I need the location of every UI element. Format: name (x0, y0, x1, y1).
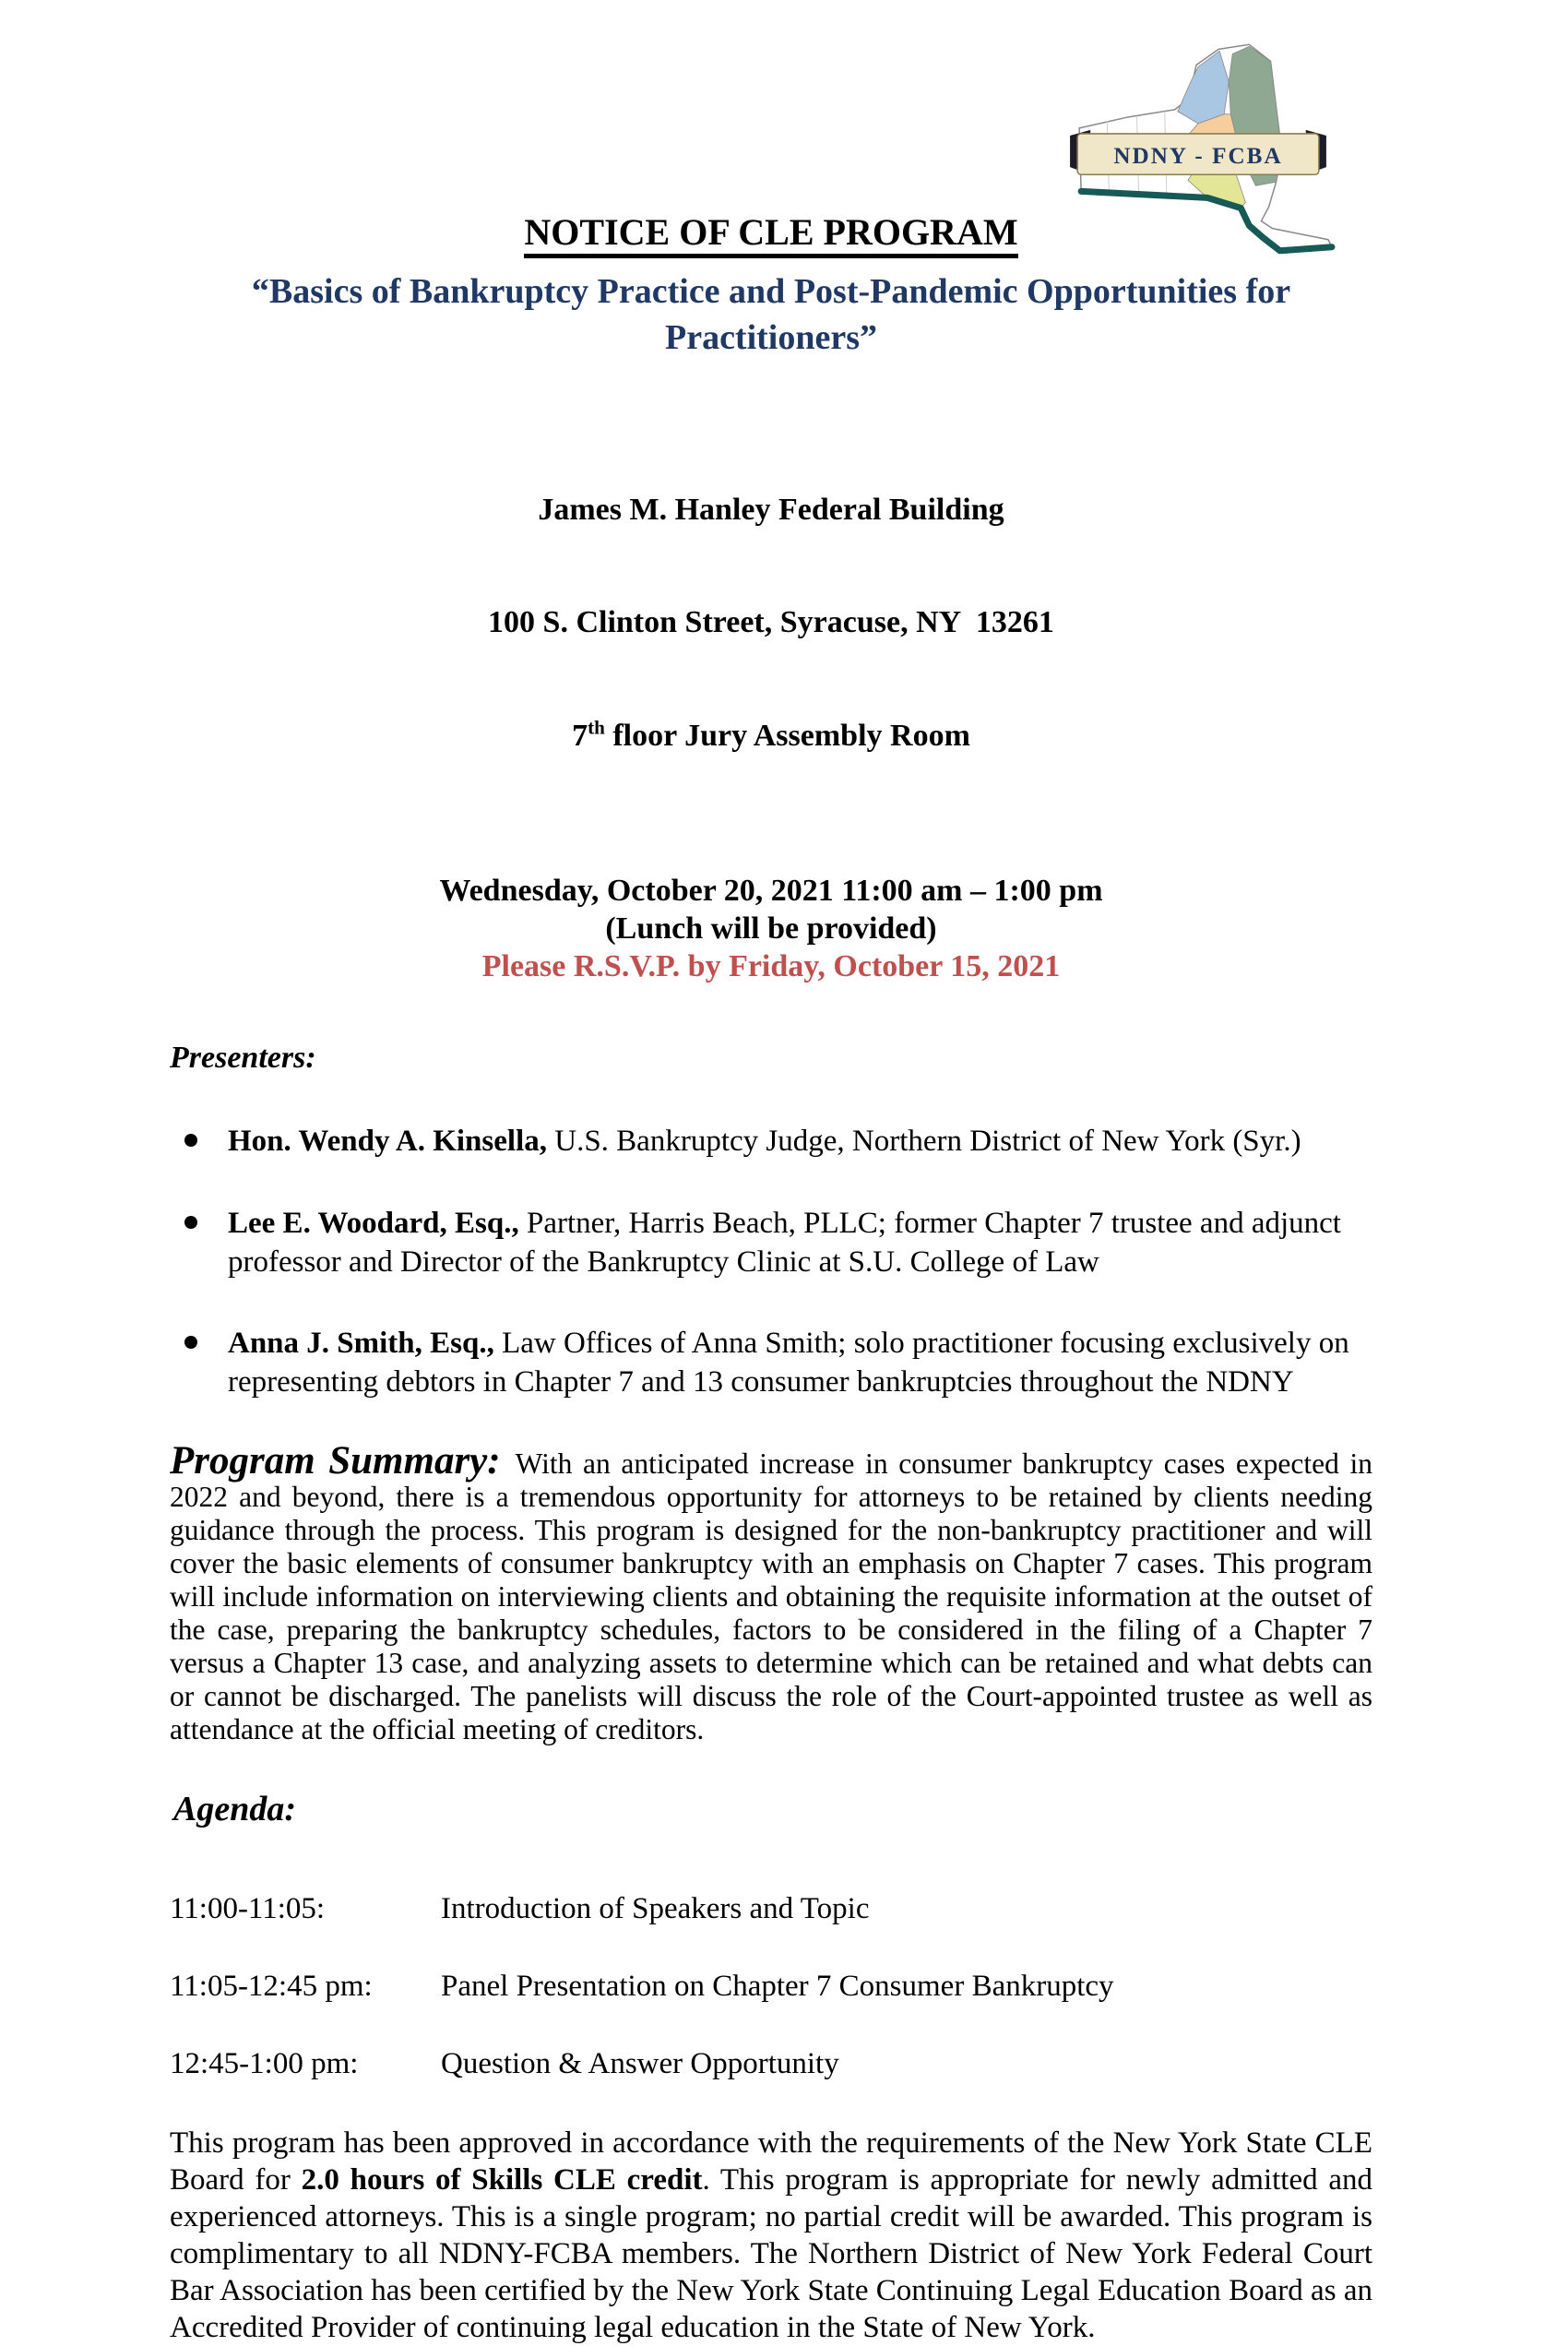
approval-text-start: This program has been approved in accordance with the requirements of the New York State CLE Board for (170, 2126, 1372, 2197)
agenda-time: 11:00-11:05: (170, 1891, 326, 1925)
approval-text-end: . This program is appropriate for newly admitted and experienced attorneys. This is a single program; no partial credit will be awarded. This program is complimentary to all NDNY-FCBA members. The Northern District of New York Federal Court Bar Association has been certified by the New York State Continuing Legal Education Board as an Accredited Provider of continuing legal education in the State of New York. (170, 2162, 1372, 2344)
cle-approval-paragraph (170, 2125, 1372, 2346)
presenter-text (228, 1324, 1372, 1401)
agenda-item (170, 2047, 1372, 2081)
presenter-name: Anna J. Smith, Esq., (228, 1327, 494, 1361)
program-summary-body: With an anticipated increase in consumer bankruptcy cases expected in 2022 and beyond, there is a tremendous opportunity for attorneys to be retained by clients needing guidance through the process. This program is designed for the non-bankruptcy practitioner and will cover the basic elements of consumer bankruptcy with an emphasis on Chapter 7 cases. This program will include information on interviewing clients and obtaining the requisite information at the outset of the case, preparing the bankruptcy schedules, factors to be considered in the filing of a Chapter 7 versus a Chapter 13 case, and analyzing assets to determine which can be retained and what debts can or cannot be discharged. The panelists will discuss the role of the Court-appointed trustee as well as attendance at the official meeting of creditors. (170, 1447, 1372, 1745)
agenda-desc: Introduction of Speakers and Topic (441, 1891, 870, 1925)
venue-address: 100 S. Clinton Street, Syracuse, NY 13261 (488, 605, 1054, 640)
list-item (170, 1122, 1372, 1161)
list-item (170, 1324, 1372, 1401)
presenter-desc: Partner, Harris Beach, PLLC; former Chapter 7 trustee and adjunct professor and Director of the Bankruptcy Clinic at S.U. College of Law (228, 1206, 1341, 1279)
presenters-list (170, 1122, 1372, 1401)
schedule-block (170, 873, 1372, 985)
logo-banner-text: NDNY - FCBA (1113, 144, 1283, 170)
venue-floor-room: floor Jury Assembly Room (604, 718, 970, 753)
event-datetime: Wednesday, October 20, 2021 11:00 am – 1:00 pm (439, 874, 1103, 909)
agenda-desc: Question & Answer Opportunity (441, 2046, 839, 2080)
presenter-text (228, 1122, 1301, 1161)
presenter-text (228, 1204, 1372, 1281)
rsvp-note: Please R.S.V.P. by Friday, October 15, 2021 (481, 948, 1061, 983)
venue-floor-ordinal: th (588, 716, 605, 739)
page-title-text: NOTICE OF CLE PROGRAM (524, 211, 1017, 258)
agenda-list (170, 1892, 1372, 2081)
agenda-item (170, 1970, 1372, 2004)
program-summary (170, 1438, 1372, 1746)
bullet-icon (184, 1216, 197, 1229)
venue-floor (170, 718, 1372, 756)
presenter-name: Lee E. Woodard, Esq., (228, 1206, 519, 1240)
agenda-time: 12:45-1:00 pm: (170, 2046, 359, 2080)
bullet-icon (184, 1336, 197, 1349)
agenda-item (170, 1892, 1372, 1926)
list-item (170, 1204, 1372, 1281)
presenters-heading: Presenters: (170, 1041, 316, 1076)
agenda-heading: Agenda: (173, 1789, 296, 1828)
bullet-icon (184, 1134, 197, 1147)
program-summary-heading: Program Summary: (170, 1438, 501, 1483)
lunch-note: (Lunch will be provided) (605, 911, 937, 946)
venue-block (170, 416, 1372, 830)
agenda-time: 11:05-12:45 pm: (170, 1969, 373, 2003)
presenter-desc: Law Offices of Anna Smith; solo practitioner focusing exclusively on representing debtors in Chapter 7 and 13 consumer bankruptcies throughout the NDNY (228, 1327, 1349, 1399)
cle-credit-hours: 2.0 hours of Skills CLE credit (301, 2162, 703, 2197)
program-subtitle: “Basics of Bankruptcy Practice and Post-Pandemic Opportunities for Practitioners” (251, 272, 1291, 358)
ndny-fcba-logo (1059, 26, 1337, 258)
agenda-desc: Panel Presentation on Chapter 7 Consumer Bankruptcy (441, 1969, 1114, 2003)
venue-floor-number: 7 (572, 718, 588, 753)
presenter-desc: U.S. Bankruptcy Judge, Northern District of New York (Syr.) (546, 1125, 1301, 1159)
venue-building: James M. Hanley Federal Building (538, 492, 1004, 527)
presenter-name: Hon. Wendy A. Kinsella, (228, 1125, 547, 1159)
logo-banner (1070, 130, 1326, 174)
